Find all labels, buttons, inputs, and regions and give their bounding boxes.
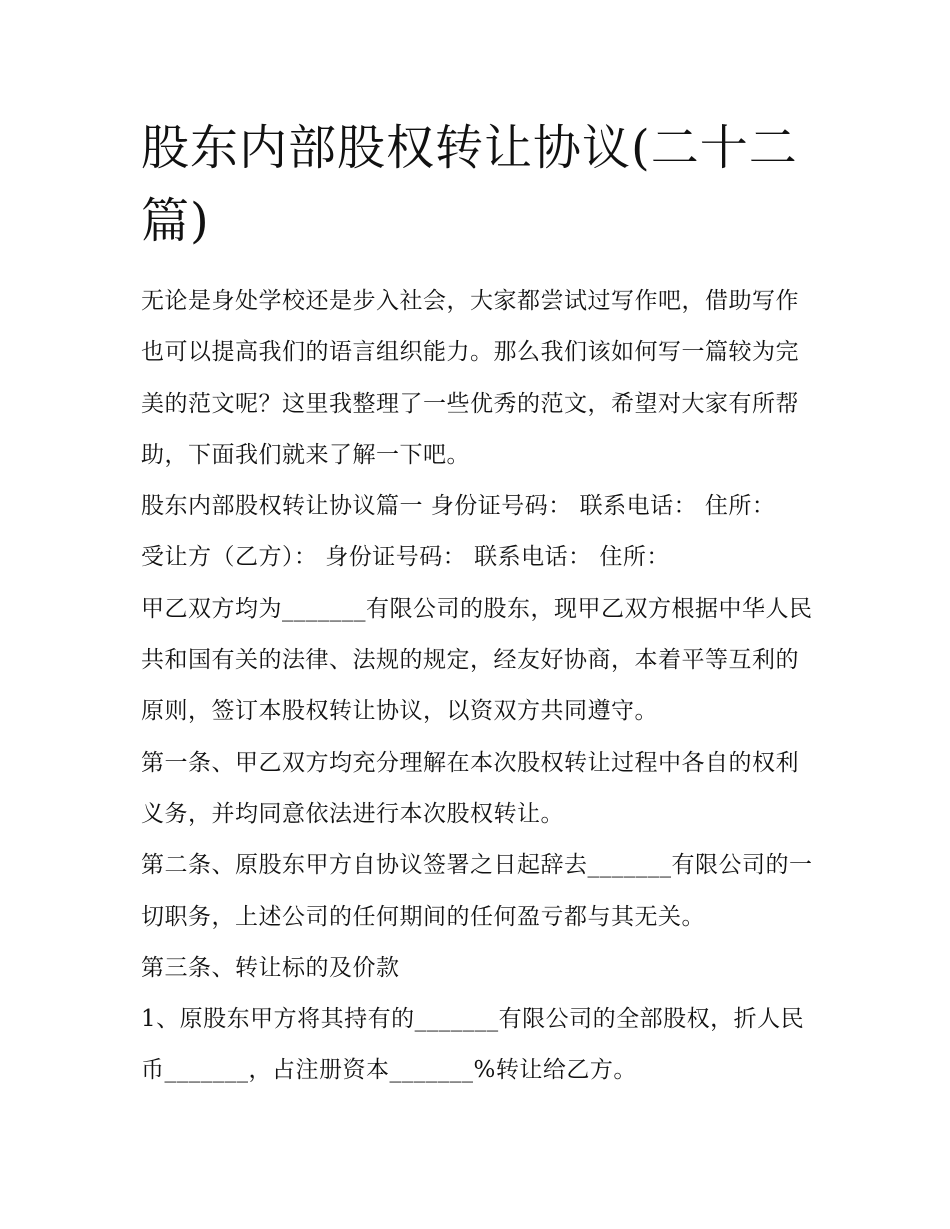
document-body [141,276,813,1097]
document-title: 股东内部股权转让协议(二十二篇) [141,120,798,249]
article-2-paragraph: 第二条、原股东甲方自协议签署之日起辞去_______有限公司的一切职务，上述公司的任何期间的任何盈亏都与其无关。 [141,852,813,930]
article-3-clause-1: 1、原股东甲方将其持有的_______有限公司的全部股权，折人民币_______，占注册资本_______%转让给乙方。 [141,1006,805,1084]
document-page [141,0,813,1229]
preamble-paragraph: 甲乙双方均为_______有限公司的股东，现甲乙双方根据中华人民共和国有关的法律、法规的规定，经友好协商，本着平等互利的原则，签订本股权转让协议，以资双方共同遵守。 [141,595,813,725]
intro-paragraph: 无论是身处学校还是步入社会，大家都尝试过写作吧，借助写作也可以提高我们的语言组织能力。那么我们该如何写一篇较为完美的范文呢？这里我整理了一些优秀的范文，希望对大家有所帮助，下面我们就来了解一下吧。 [141,288,799,468]
transferee-info-line: 受让方（乙方）： 身份证号码： 联系电话： 住所： [141,544,670,571]
section-heading-party-info: 股东内部股权转让协议篇一 身份证号码： 联系电话： 住所： [141,493,776,520]
article-3-heading: 第三条、转让标的及价款 [141,954,400,981]
article-1-paragraph: 第一条、甲乙双方均充分理解在本次股权转让过程中各自的权利义务，并均同意依法进行本次股权转让。 [141,749,799,827]
